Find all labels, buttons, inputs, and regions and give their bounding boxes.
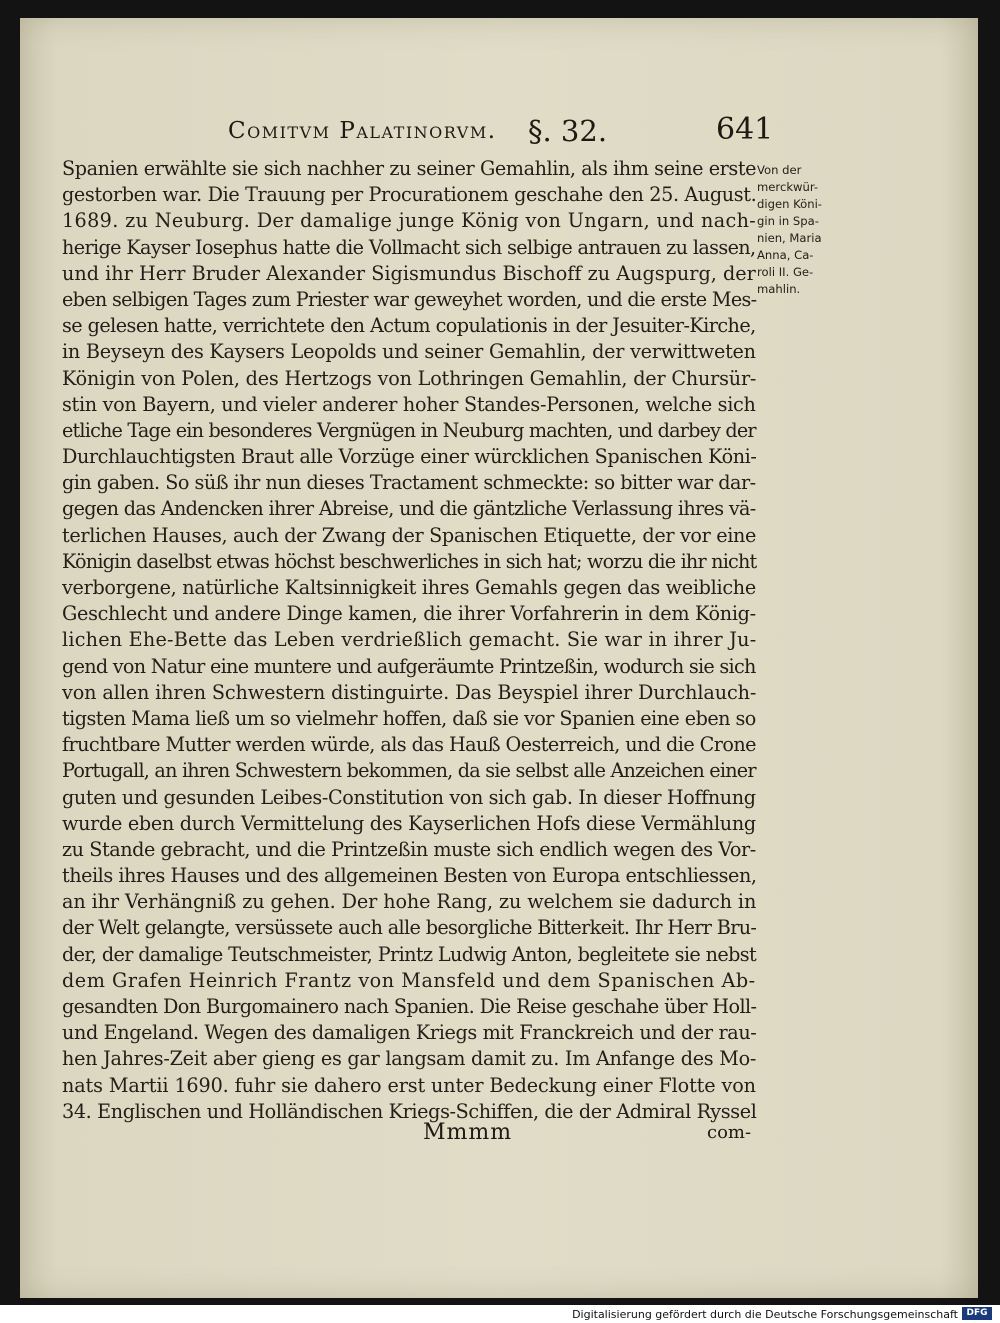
- text-line: 1689. zu Neuburg. Der damalige junge König von Ungarn, und nach-: [62, 209, 757, 233]
- digitization-note: Digitalisierung gefördert durch die Deutsche Forschungsgemeinschaft: [572, 1308, 958, 1321]
- text-line: gesandten Don Burgomainero nach Spanien. Die Reise geschahe über Holl-: [62, 995, 757, 1018]
- text-line: in Beyseyn des Kaysers Leopolds und seiner Gemahlin, der verwittweten: [62, 340, 756, 364]
- text-line: Spanien erwählte sie sich nachher zu seiner Gemahlin, als ihm seine erste: [62, 157, 757, 180]
- text-line: der, der damalige Teutschmeister, Printz Ludwig Anton, begleitete sie nebst: [62, 942, 757, 966]
- text-line: gegen das Andencken ihrer Abreise, und die gäntzliche Verlassung ihres vä-: [62, 497, 756, 521]
- margin-note-line: mahlin.: [757, 282, 801, 296]
- text-line: zu Stande gebracht, und die Printzeßin muste sich endlich wegen des Vor-: [62, 837, 756, 861]
- text-line: Königin von Polen, des Hertzogs von Lothringen Gemahlin, der Chursür-: [62, 366, 757, 390]
- margin-note-line: roli II. Ge-: [757, 265, 814, 279]
- margin-note-line: Anna, Ca-: [757, 248, 814, 262]
- text-line: nats Martii 1690. fuhr sie dahero erst unter Bedeckung einer Flotte von: [62, 1073, 756, 1097]
- text-line: fruchtbare Mutter werden würde, als das Hauß Oesterreich, und die Crone: [62, 733, 756, 757]
- page-header: [228, 112, 768, 156]
- catchword: com-: [707, 1122, 752, 1143]
- text-line: verborgene, natürliche Kaltsinnigkeit ihres Gemahls gegen das weibliche: [62, 576, 756, 599]
- text-line: dem Grafen Heinrich Frantz von Mansfeld und dem Spanischen Ab-: [62, 968, 756, 992]
- margin-note-line: gin in Spa-: [757, 214, 819, 228]
- text-line: terlichen Hauses, auch der Zwang der Spanischen Etiquette, der vor eine: [62, 523, 757, 547]
- text-line: wurde eben durch Vermittelung des Kayserlichen Hofs diese Vermählung: [62, 811, 756, 835]
- text-line: und Engeland. Wegen des damaligen Kriegs mit Franckreich und der rau-: [62, 1021, 757, 1045]
- text-line: 34. Englischen und Holländischen Kriegs-Schiffen, die der Admiral Ryssel: [62, 1099, 757, 1123]
- text-line: und ihr Herr Bruder Alexander Sigismundus Bischoff zu Augspurg, der: [62, 261, 756, 285]
- text-line: tigsten Mama ließ um so vielmehr hoffen, daß sie vor Spanien eine eben so: [62, 706, 756, 730]
- signature-mark: Mmmm: [423, 1120, 513, 1145]
- text-line: lichen Ehe-Bette das Leben verdrießlich gemacht. Sie war in ihrer Ju-: [62, 628, 757, 652]
- text-line: theils ihres Hauses und des allgemeinen Besten von Europa entschliessen,: [62, 864, 757, 888]
- text-line: gend von Natur eine muntere und aufgeräumte Printzeßin, wodurch sie sich: [62, 654, 756, 678]
- page-number: 641: [716, 112, 774, 147]
- margin-note-line: digen Köni-: [757, 197, 822, 211]
- text-line: Portugall, an ihren Schwestern bekommen, da sie selbst alle Anzeichen einer: [62, 759, 756, 783]
- dfg-logo: DFG: [962, 1307, 992, 1320]
- text-line: von allen ihren Schwestern distinguirte. Das Beyspiel ihrer Durchlauch-: [62, 680, 757, 704]
- text-line: an ihr Verhängniß zu gehen. Der hohe Rang, zu welchem sie dadurch in: [62, 890, 757, 914]
- text-line: eben selbigen Tages zum Priester war geweyhet worden, und die erste Mes-: [62, 287, 757, 311]
- section-number: §. 32.: [528, 114, 608, 148]
- text-line: Durchlauchtigsten Braut alle Vorzüge einer würcklichen Spanischen Köni-: [62, 445, 757, 469]
- text-line: der Welt gelangte, versüssete auch alle besorgliche Bitterkeit. Ihr Herr Bru-: [62, 916, 757, 940]
- text-line: etliche Tage ein besonderes Vergnügen in Neuburg machten, und darbey der: [62, 418, 756, 442]
- body-text: [62, 156, 762, 1125]
- text-line: Geschlecht und andere Dinge kamen, die ihrer Vorfahrerin in dem König-: [62, 602, 756, 626]
- margin-note-line: nien, Maria: [757, 231, 822, 245]
- margin-note: [757, 162, 845, 298]
- text-line: herige Kayser Iosephus hatte die Vollmacht sich selbige antrauen zu lassen,: [62, 235, 756, 259]
- margin-note-line: merckwür-: [757, 180, 819, 194]
- text-line: Königin daselbst etwas höchst beschwerliches in sich hat; worzu die ihr nicht: [62, 549, 757, 573]
- text-line: guten und gesunden Leibes-Constitution von sich gab. In dieser Hoffnung: [62, 785, 756, 809]
- text-line: se gelesen hatte, verrichtete den Actum copulationis in der Jesuiter-Kirche,: [62, 314, 756, 338]
- running-title: Comitvm Palatinorvm.: [228, 118, 497, 144]
- text-line: gin gaben. So süß ihr nun dieses Tractament schmeckte: so bitter war dar-: [62, 471, 756, 495]
- text-line: gestorben war. Die Trauung per Procurationem geschahe den 25. August.: [62, 183, 757, 207]
- digitization-footer: [0, 1305, 1000, 1323]
- text-line: stin von Bayern, und vieler anderer hoher Standes-Personen, welche sich: [62, 392, 756, 416]
- text-line: hen Jahres-Zeit aber gieng es gar langsam damit zu. Im Anfange des Mo-: [62, 1047, 757, 1071]
- margin-note-line: Von der: [757, 163, 802, 177]
